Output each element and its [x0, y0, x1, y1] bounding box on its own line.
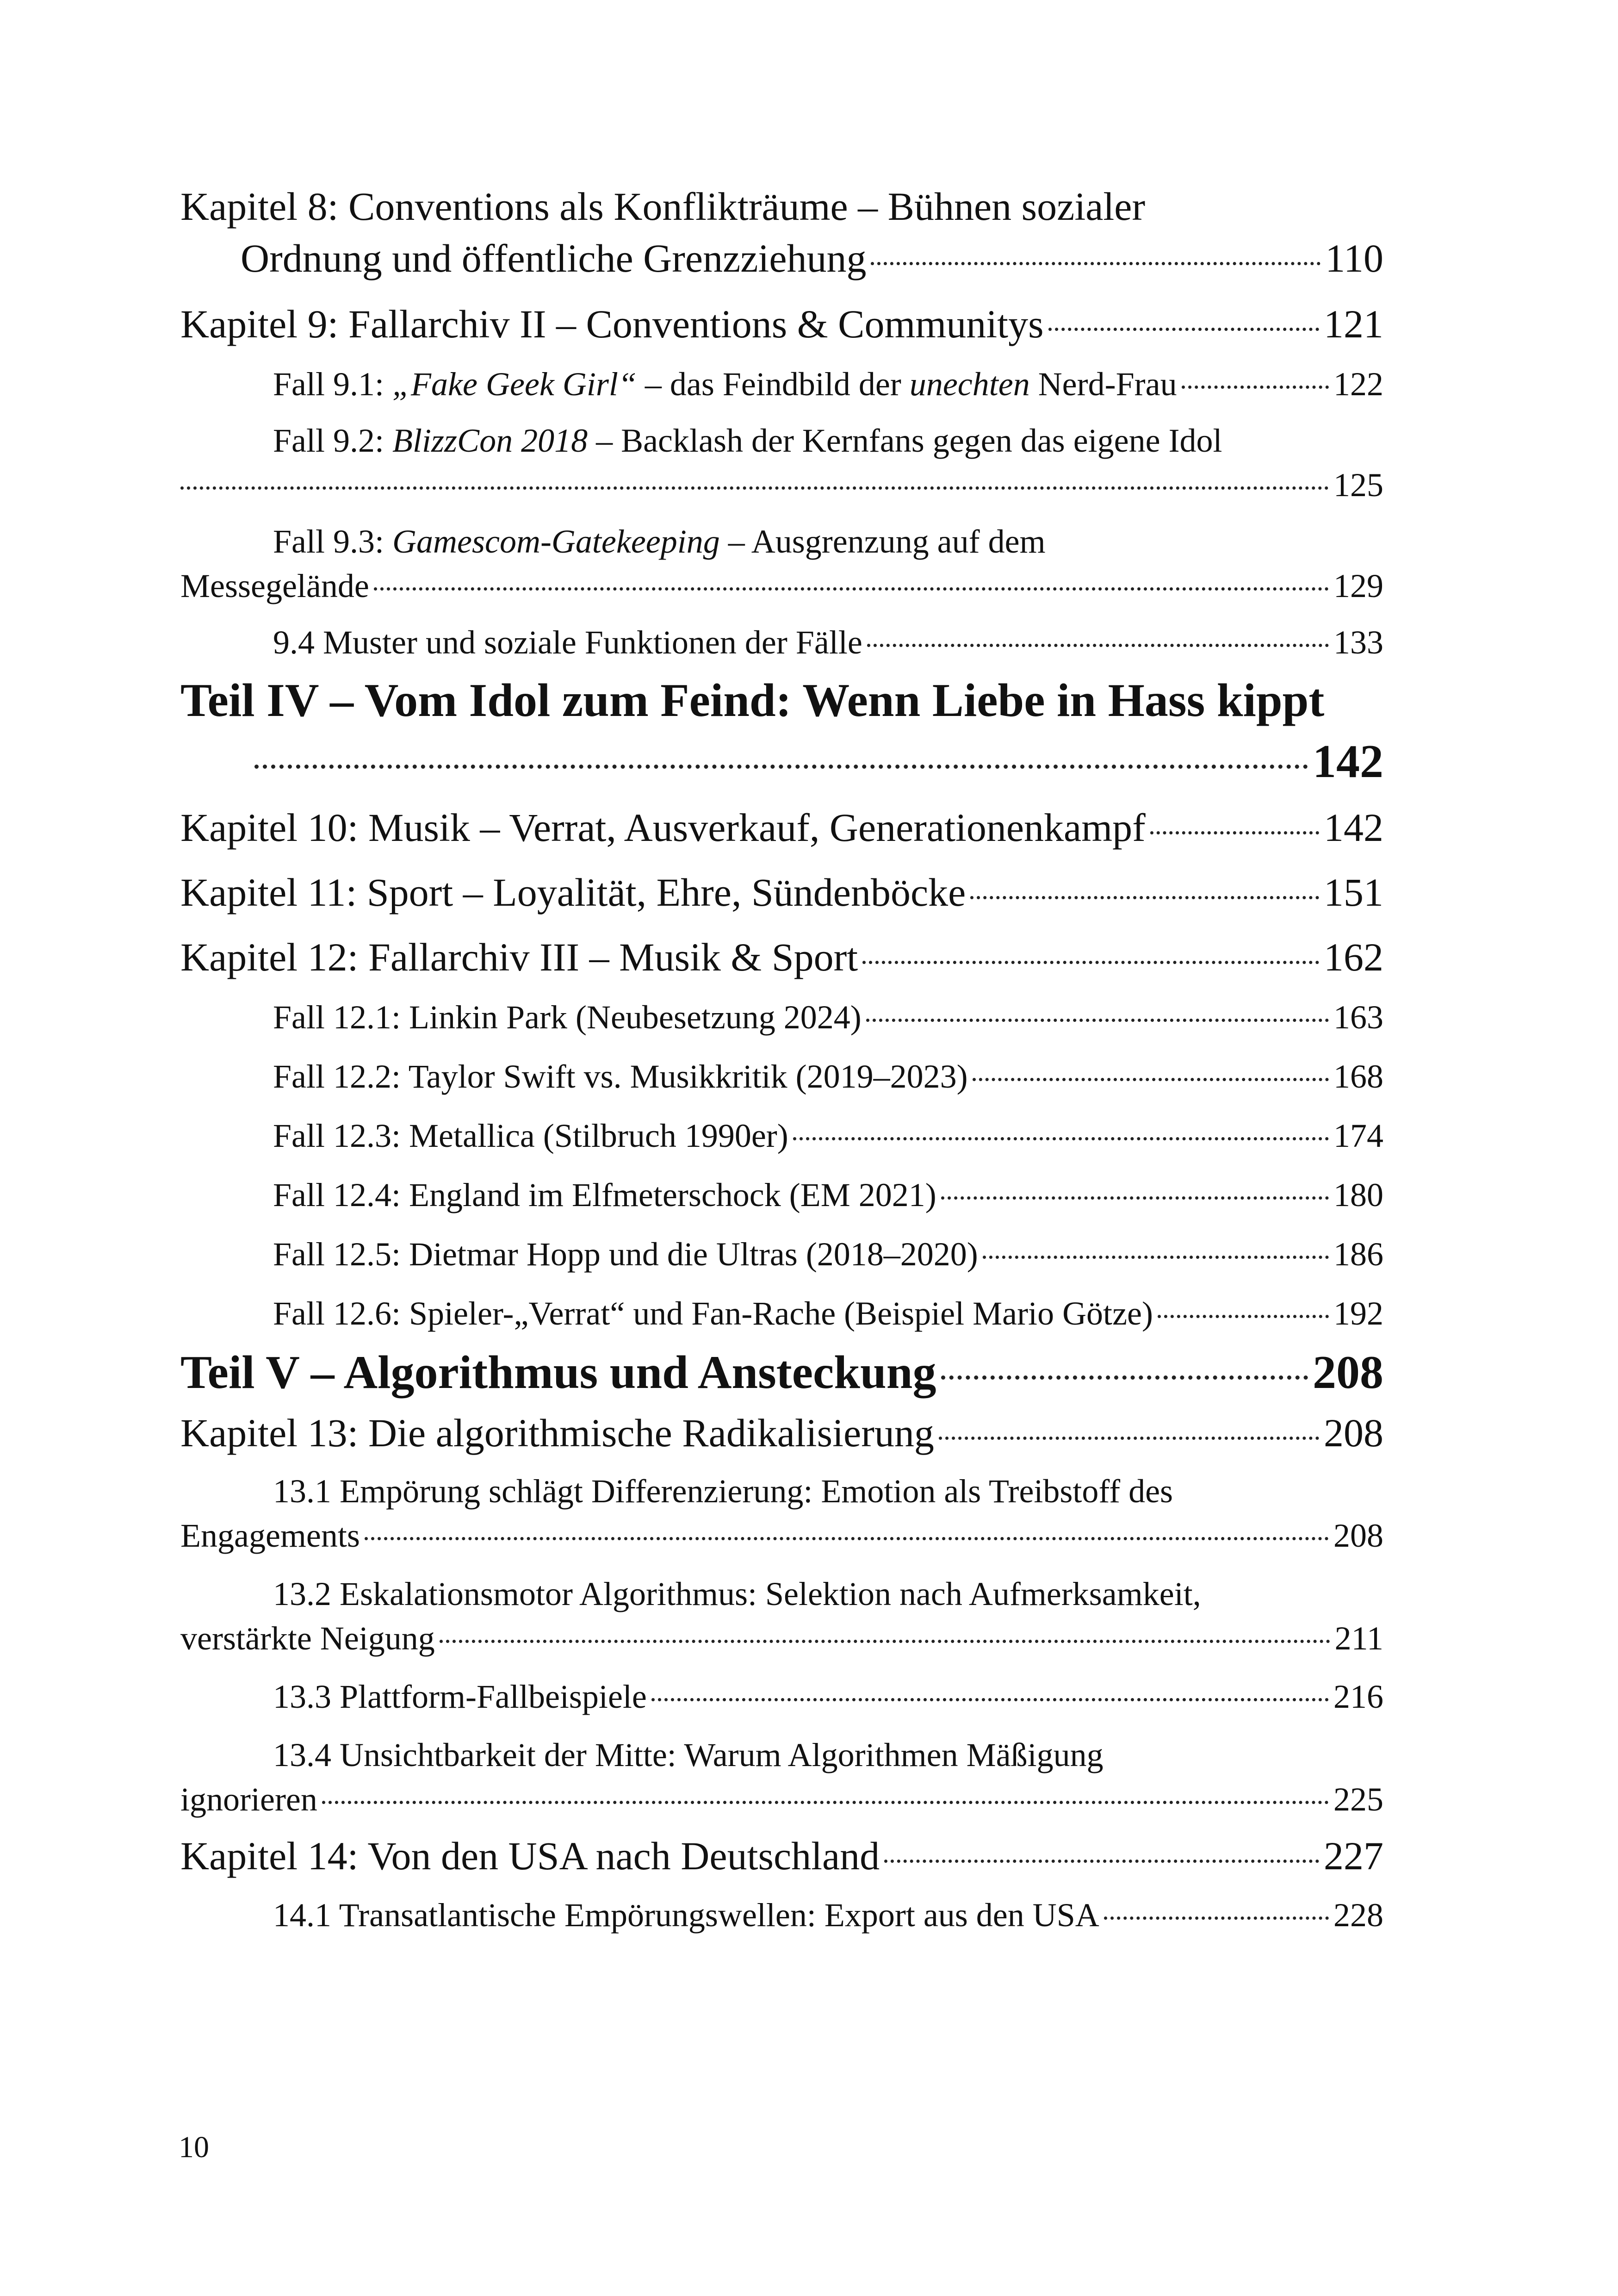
toc-page-number: 162 — [1324, 935, 1383, 979]
toc-entry-title: Fall 12.2: Taylor Swift vs. Musikkritik (2019–2023) — [273, 1058, 968, 1095]
toc-entry-title: Kapitel 11: Sport – Loyalität, Ehre, Sündenböcke — [180, 870, 966, 915]
title-italic: BlizzCon 2018 — [392, 422, 588, 459]
toc-entry-teil-v[interactable] — [180, 1342, 1383, 1403]
toc-entry-title-line1 — [180, 519, 1383, 564]
toc-entry-title-line2: Engagements — [180, 1517, 360, 1554]
toc-entry-kapitel-12[interactable] — [180, 931, 1383, 983]
toc-entry-fall-12-1[interactable] — [180, 995, 1383, 1039]
toc-page-number: 227 — [1324, 1834, 1383, 1878]
toc-entry-title: 9.4 Muster und soziale Funktionen der Fälle — [273, 624, 862, 661]
dot-leader — [322, 1801, 1329, 1804]
toc-entry-kapitel-11[interactable] — [180, 866, 1383, 918]
title-suffix: Nerd-Frau — [1029, 366, 1177, 403]
toc-page-number: 142 — [1324, 805, 1383, 850]
dot-leader — [1158, 1315, 1329, 1318]
dot-leader — [970, 896, 1319, 899]
toc-page-number: 110 — [1325, 236, 1383, 280]
dot-leader — [866, 1019, 1329, 1022]
title-italic: „Fake Geek Girl“ — [392, 366, 637, 403]
toc-page-number: 186 — [1333, 1236, 1383, 1273]
toc-entry-title-line2: ignorieren — [180, 1781, 317, 1818]
toc-page-number: 208 — [1313, 1346, 1383, 1399]
toc-entry-title-line2: Ordnung und öffentliche Grenzziehung — [241, 236, 867, 280]
toc-entry-section-9-4[interactable] — [180, 620, 1383, 665]
toc-entry-title — [273, 362, 1177, 406]
toc-entry-title: Kapitel 9: Fallarchiv II – Conventions & Communitys — [180, 302, 1044, 346]
dot-leader — [862, 961, 1319, 964]
toc-page-number: 122 — [1333, 366, 1383, 403]
dot-leader — [867, 644, 1329, 647]
toc-entry-section-13-1[interactable] — [180, 1469, 1383, 1558]
toc-entry-fall-12-6[interactable] — [180, 1291, 1383, 1336]
toc-entry-title: Fall 12.4: England im Elfmeterschock (EM 2021) — [273, 1176, 936, 1213]
toc-entry-section-13-4[interactable] — [180, 1733, 1383, 1822]
toc-entry-title-line1: 13.4 Unsichtbarkeit der Mitte: Warum Algorithmen Mäßigung — [273, 1736, 1103, 1773]
toc-entry-kapitel-13[interactable] — [180, 1407, 1383, 1459]
toc-entry-title: Fall 12.6: Spieler-„Verrat“ und Fan-Rache (Beispiel Mario Götze) — [273, 1295, 1153, 1332]
toc-entry-title: 14.1 Transatlantische Empörungswellen: Export aus den USA — [273, 1897, 1099, 1934]
toc-page-number: 163 — [1333, 999, 1383, 1036]
dot-leader — [374, 587, 1329, 591]
dot-leader — [941, 1196, 1329, 1200]
toc-entry-fall-9-1[interactable] — [180, 362, 1383, 406]
toc-entry-title: Teil IV – Vom Idol zum Feind: Wenn Liebe in Hass kippt — [180, 674, 1325, 727]
toc-entry-section-13-2[interactable] — [180, 1572, 1383, 1661]
dot-leader — [871, 262, 1320, 265]
dot-leader — [973, 1078, 1329, 1081]
dot-leader — [1150, 831, 1319, 834]
dot-leader — [1048, 328, 1319, 331]
toc-entry-title: Fall 12.3: Metallica (Stilbruch 1990er) — [273, 1117, 788, 1154]
toc-entry-kapitel-9[interactable] — [180, 298, 1383, 350]
title-suffix: – Backlash der Kernfans gegen das eigene Idol — [588, 422, 1222, 459]
toc-page-number: 211 — [1334, 1620, 1383, 1657]
title-prefix: Fall 9.3: — [273, 523, 393, 560]
toc-page-number: 228 — [1333, 1897, 1383, 1934]
toc-entry-kapitel-8[interactable] — [180, 180, 1383, 284]
toc-page-number: 192 — [1333, 1295, 1383, 1332]
toc-entry-fall-9-3[interactable] — [180, 519, 1383, 608]
title-prefix: Fall 9.2: — [273, 422, 393, 459]
toc-entry-title: Kapitel 13: Die algorithmische Radikalisierung — [180, 1411, 934, 1455]
dot-leader — [983, 1256, 1329, 1259]
toc-entry-title: Kapitel 14: Von den USA nach Deutschland — [180, 1834, 880, 1878]
toc-entry-kapitel-14[interactable] — [180, 1830, 1383, 1882]
toc-entry-fall-12-2[interactable] — [180, 1054, 1383, 1099]
toc-entry-fall-12-4[interactable] — [180, 1173, 1383, 1217]
title-prefix: Fall 9.1: — [273, 366, 393, 403]
dot-leader — [884, 1860, 1319, 1863]
title-italic: Gamescom-Gatekeeping — [392, 523, 720, 560]
toc-page-number: 133 — [1333, 624, 1383, 661]
dot-leader — [651, 1698, 1329, 1701]
toc-page-number: 174 — [1333, 1117, 1383, 1154]
toc-page-number: 208 — [1324, 1411, 1383, 1455]
dot-leader — [939, 1437, 1319, 1440]
dot-leader — [1104, 1916, 1329, 1920]
toc-entry-title: 13.3 Plattform-Fallbeispiele — [273, 1678, 647, 1715]
toc-page-number: 151 — [1324, 870, 1383, 915]
dot-leader — [793, 1137, 1329, 1140]
toc-entry-title: Kapitel 12: Fallarchiv III – Musik & Sport — [180, 935, 858, 979]
toc-entry-title-line2: Messegelände — [180, 567, 369, 604]
toc-page-number: 142 — [1313, 735, 1383, 788]
dot-leader — [180, 486, 1329, 490]
dot-leader — [440, 1640, 1330, 1643]
toc-page-number: 225 — [1333, 1781, 1383, 1818]
toc-entry-title-line2: verstärkte Neigung — [180, 1620, 435, 1657]
toc-entry-title: Teil V – Algorithmus und Ansteckung — [180, 1346, 936, 1399]
toc-entry-fall-9-2[interactable] — [180, 418, 1383, 507]
toc-entry-fall-12-5[interactable] — [180, 1232, 1383, 1276]
dot-leader — [254, 765, 1308, 769]
title-italic: unechten — [909, 366, 1030, 403]
toc-entry-section-14-1[interactable] — [180, 1893, 1383, 1937]
toc-page-number: 216 — [1333, 1678, 1383, 1715]
toc-entry-title-line1: 13.1 Empörung schlägt Differenzierung: Emotion als Treibstoff des — [273, 1473, 1173, 1510]
title-suffix: – Ausgrenzung auf dem — [719, 523, 1046, 560]
toc-entry-kapitel-10[interactable] — [180, 802, 1383, 853]
dot-leader — [1182, 386, 1329, 389]
toc-page-number: 125 — [1333, 467, 1383, 504]
toc-entry-title-line1: 13.2 Eskalationsmotor Algorithmus: Selektion nach Aufmerksamkeit, — [273, 1575, 1201, 1612]
toc-entry-title-line1: Kapitel 8: Conventions als Konflikträume – Bühnen sozialer — [180, 184, 1146, 229]
toc-entry-title: Fall 12.5: Dietmar Hopp und die Ultras (2018–2020) — [273, 1236, 978, 1273]
toc-entry-title: Kapitel 10: Musik – Verrat, Ausverkauf, Generationenkampf — [180, 805, 1146, 850]
toc-page-number: 180 — [1333, 1176, 1383, 1213]
toc-page-number: 208 — [1333, 1517, 1383, 1554]
title-middle: – das Feindbild der — [636, 366, 910, 403]
toc-page-number: 129 — [1333, 567, 1383, 604]
toc-page-number: 168 — [1333, 1058, 1383, 1095]
dot-leader — [941, 1375, 1308, 1380]
table-of-contents — [180, 180, 1383, 1937]
page-number: 10 — [179, 2130, 209, 2164]
dot-leader — [365, 1537, 1329, 1540]
toc-entry-title: Fall 12.1: Linkin Park (Neubesetzung 2024) — [273, 999, 862, 1036]
toc-entry-section-13-3[interactable] — [180, 1674, 1383, 1719]
toc-entry-title — [180, 418, 1383, 463]
toc-page-number: 121 — [1324, 302, 1383, 346]
toc-entry-fall-12-3[interactable] — [180, 1114, 1383, 1158]
toc-entry-teil-iv[interactable] — [180, 670, 1383, 792]
